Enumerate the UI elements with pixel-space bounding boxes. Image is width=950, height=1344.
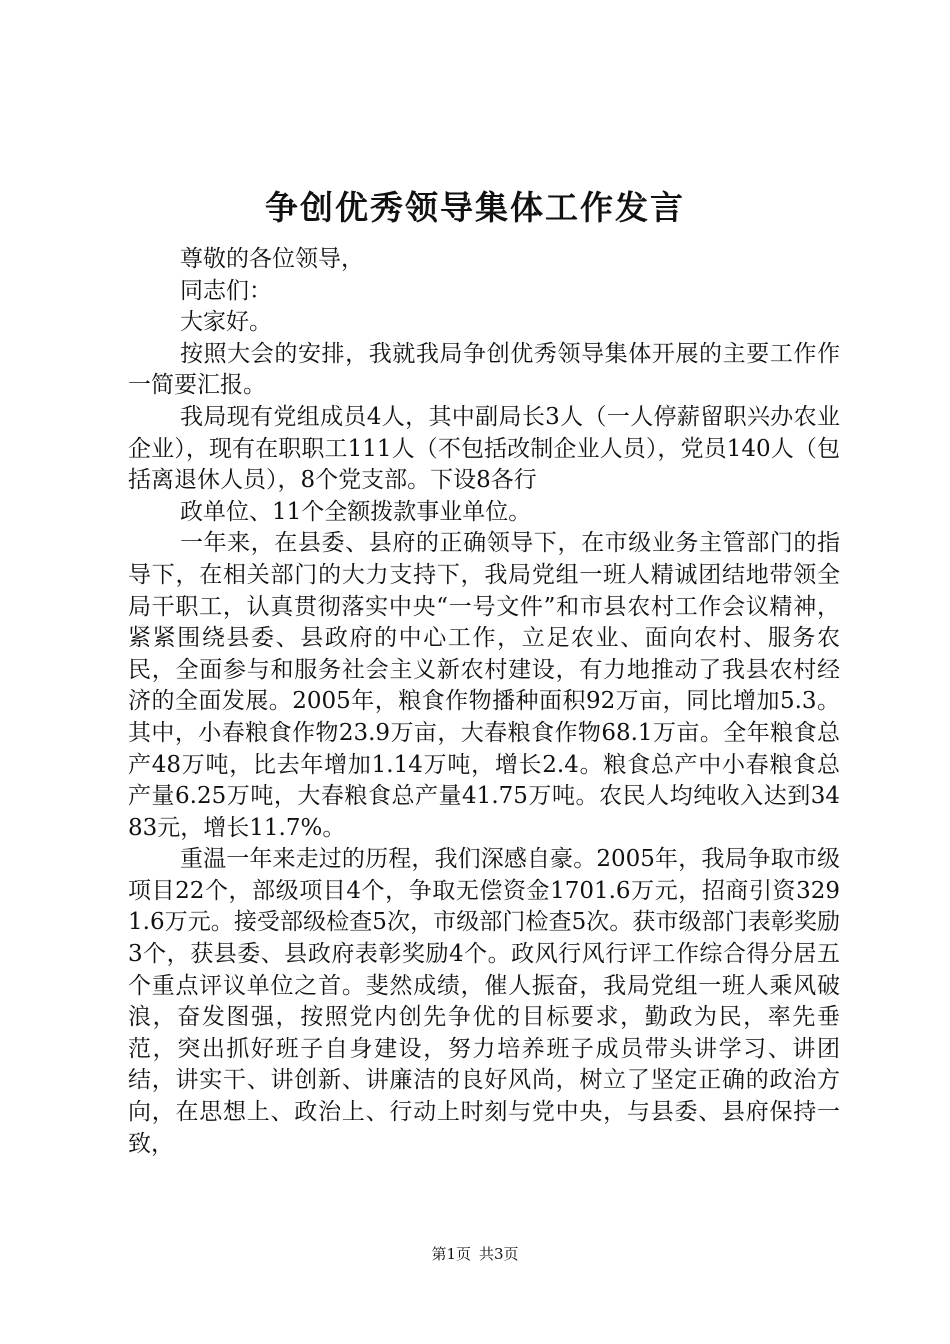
salutation-line: 同志们： [180, 277, 272, 304]
body-paragraph: 按照大会的安排，我就我局争创优秀领导集体开展的主要工作作一简要汇报。 [128, 340, 840, 399]
body-paragraph: 我局现有党组成员4人，其中副局长3人（一人停薪留职兴办农业企业），现有在职职工111人（不包括改制企业人员），党员140人（包括离退休人员），8个党支部。下设8各行 [128, 403, 840, 494]
salutation-line: 尊敬的各位领导， [180, 246, 364, 272]
greeting-line: 大家好。 [180, 309, 272, 336]
page-number: 第1页 [431, 1245, 471, 1263]
document-title: 争创优秀领导集体工作发言 [265, 188, 685, 227]
document-body [128, 244, 840, 1160]
body-paragraph: 一年来，在县委、县府的正确领导下，在市级业务主管部门的指导下，在相关部门的大力支持下，我局党组一班人精诚团结地带领全局干职工，认真贯彻落实中央“一号文件”和市县农村工作会议精神，紧紧围绕县委、县政府的中心工作，立足农业、面向农村、服务农民，全面参与和服务社会主义新农村建设，有力地推动了我县农村经济的全面发展。2005年，粮食作物播种面积92万亩，同比增加5.3。其中，小春粮食作物23.9万亩，大春粮食作物68.1万亩。全年粮食总产48万吨，比去年增加1.14万吨，增长2.4。粮食总产中小春粮食总产量6.25万吨，大春粮食总产量41.75万吨。农民人均纯收入达到3483元，增长11.7%。 [128, 530, 841, 841]
page-total: 共3页 [479, 1245, 519, 1263]
page-footer [0, 1244, 950, 1264]
body-paragraph: 重温一年来走过的历程，我们深感自豪。2005年，我局争取市级项目22个，部级项目4个，争取无偿资金1701.6万元，招商引资3291.6万元。接受部级检查5次，市级部门检查5次。获市级部门表彰奖励3个，获县委、县政府表彰奖励4个。政风行风行评工作综合得分居五个重点评议单位之首。斐然成绩，催人振奋，我局党组一班人乘风破浪，奋发图强，按照党内创先争优的目标要求，勤政为民，率先垂范，突出抓好班子自身建设，努力培养班子成员带头讲学习、讲团结，讲实干、讲创新、讲廉洁的良好风尚，树立了坚定正确的政治方向，在思想上、政治上、行动上时刻与党中央，与县委、县府保持一致， [128, 846, 840, 1157]
body-paragraph: 政单位、11个全额拨款事业单位。 [180, 498, 532, 525]
